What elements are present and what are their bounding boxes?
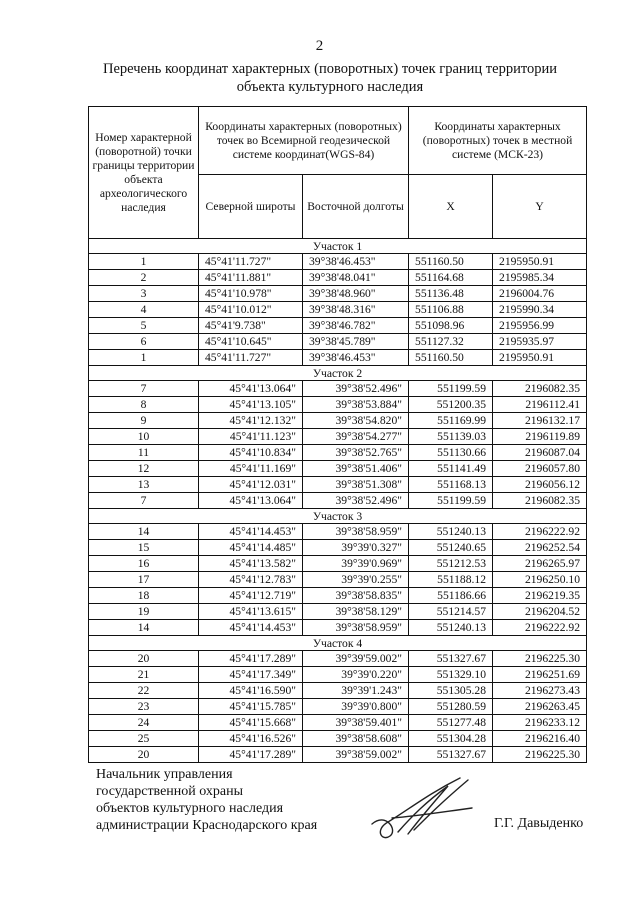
- x-cell: 551127.32: [409, 334, 493, 350]
- point-number-cell: 2: [89, 270, 199, 286]
- y-cell: 2196087.04: [493, 445, 587, 461]
- header-msk23-group: Координаты характерных (поворотных) точек в местной системе (МСК-23): [409, 107, 587, 175]
- signer-position-line-4: администрации Краснодарского края: [96, 818, 318, 833]
- section-title: Участок 2: [89, 366, 587, 381]
- y-cell: 2195990.34: [493, 302, 587, 318]
- point-number-cell: 15: [89, 540, 199, 556]
- y-cell: 2196056.12: [493, 477, 587, 493]
- table-row: [89, 540, 587, 556]
- point-number-cell: 5: [89, 318, 199, 334]
- section-row: [89, 509, 587, 524]
- latitude-cell: 45°41'13.064": [199, 493, 303, 509]
- longitude-cell: 39°38'52.496": [303, 493, 409, 509]
- table-row: [89, 397, 587, 413]
- x-cell: 551160.50: [409, 254, 493, 270]
- section-row: [89, 239, 587, 254]
- x-cell: 551160.50: [409, 350, 493, 366]
- table-row: [89, 493, 587, 509]
- x-cell: 551199.59: [409, 493, 493, 509]
- y-cell: 2196263.45: [493, 699, 587, 715]
- point-number-cell: 6: [89, 334, 199, 350]
- x-cell: 551106.88: [409, 302, 493, 318]
- longitude-cell: 39°39'0.255": [303, 572, 409, 588]
- point-number-cell: 20: [89, 747, 199, 763]
- y-cell: 2196233.12: [493, 715, 587, 731]
- latitude-cell: 45°41'12.031": [199, 477, 303, 493]
- latitude-cell: 45°41'13.615": [199, 604, 303, 620]
- point-number-cell: 20: [89, 651, 199, 667]
- x-cell: 551139.03: [409, 429, 493, 445]
- point-number-cell: 1: [89, 254, 199, 270]
- y-cell: 2196222.92: [493, 620, 587, 636]
- y-cell: 2195935.97: [493, 334, 587, 350]
- header-x: X: [409, 175, 493, 239]
- longitude-cell: 39°38'48.960": [303, 286, 409, 302]
- latitude-cell: 45°41'9.738": [199, 318, 303, 334]
- y-cell: 2196082.35: [493, 493, 587, 509]
- table-row: [89, 445, 587, 461]
- y-cell: 2195985.34: [493, 270, 587, 286]
- y-cell: 2196225.30: [493, 747, 587, 763]
- latitude-cell: 45°41'10.834": [199, 445, 303, 461]
- point-number-cell: 16: [89, 556, 199, 572]
- y-cell: 2196219.35: [493, 588, 587, 604]
- point-number-cell: 10: [89, 429, 199, 445]
- table-row: [89, 683, 587, 699]
- point-number-cell: 7: [89, 381, 199, 397]
- x-cell: 551327.67: [409, 651, 493, 667]
- x-cell: 551277.48: [409, 715, 493, 731]
- longitude-cell: 39°38'45.789": [303, 334, 409, 350]
- point-number-cell: 7: [89, 493, 199, 509]
- longitude-cell: 39°39'0.800": [303, 699, 409, 715]
- latitude-cell: 45°41'11.169": [199, 461, 303, 477]
- x-cell: 551240.65: [409, 540, 493, 556]
- longitude-cell: 39°38'53.884": [303, 397, 409, 413]
- table-row: [89, 731, 587, 747]
- x-cell: 551130.66: [409, 445, 493, 461]
- x-cell: 551164.68: [409, 270, 493, 286]
- coordinates-table: [88, 106, 587, 763]
- x-cell: 551305.28: [409, 683, 493, 699]
- coordinates-table-body: [89, 239, 587, 763]
- y-cell: 2196250.10: [493, 572, 587, 588]
- y-cell: 2195956.99: [493, 318, 587, 334]
- table-row: [89, 334, 587, 350]
- section-row: [89, 366, 587, 381]
- latitude-cell: 45°41'11.727": [199, 254, 303, 270]
- longitude-cell: 39°38'58.959": [303, 620, 409, 636]
- point-number-cell: 24: [89, 715, 199, 731]
- latitude-cell: 45°41'10.978": [199, 286, 303, 302]
- y-cell: 2195950.91: [493, 254, 587, 270]
- y-cell: 2196273.43: [493, 683, 587, 699]
- table-row: [89, 381, 587, 397]
- latitude-cell: 45°41'11.727": [199, 350, 303, 366]
- latitude-cell: 45°41'10.645": [199, 334, 303, 350]
- longitude-cell: 39°38'48.316": [303, 302, 409, 318]
- latitude-cell: 45°41'10.012": [199, 302, 303, 318]
- latitude-cell: 45°41'15.668": [199, 715, 303, 731]
- table-row: [89, 572, 587, 588]
- point-number-cell: 23: [89, 699, 199, 715]
- table-row: [89, 270, 587, 286]
- x-cell: 551168.13: [409, 477, 493, 493]
- header-east-longitude: Восточной долготы: [303, 175, 409, 239]
- longitude-cell: 39°38'51.308": [303, 477, 409, 493]
- table-row: [89, 715, 587, 731]
- y-cell: 2196225.30: [493, 651, 587, 667]
- y-cell: 2196057.80: [493, 461, 587, 477]
- section-title: Участок 1: [89, 239, 587, 254]
- longitude-cell: 39°39'1.243": [303, 683, 409, 699]
- point-number-cell: 18: [89, 588, 199, 604]
- longitude-cell: 39°38'58.959": [303, 524, 409, 540]
- header-north-latitude: Северной широты: [199, 175, 303, 239]
- y-cell: 2196252.54: [493, 540, 587, 556]
- table-row: [89, 747, 587, 763]
- x-cell: 551212.53: [409, 556, 493, 572]
- point-number-cell: 13: [89, 477, 199, 493]
- y-cell: 2196265.97: [493, 556, 587, 572]
- latitude-cell: 45°41'17.289": [199, 747, 303, 763]
- longitude-cell: 39°38'46.453": [303, 254, 409, 270]
- table-row: [89, 477, 587, 493]
- x-cell: 551188.12: [409, 572, 493, 588]
- title-line-1: Перечень координат характерных (поворотных) точек границ территории: [102, 61, 558, 77]
- y-cell: 2196082.35: [493, 381, 587, 397]
- x-cell: 551329.10: [409, 667, 493, 683]
- point-number-cell: 25: [89, 731, 199, 747]
- latitude-cell: 45°41'12.783": [199, 572, 303, 588]
- table-row: [89, 254, 587, 270]
- x-cell: 551280.59: [409, 699, 493, 715]
- longitude-cell: 39°38'59.401": [303, 715, 409, 731]
- latitude-cell: 45°41'12.719": [199, 588, 303, 604]
- x-cell: 551327.67: [409, 747, 493, 763]
- y-cell: 2196119.89: [493, 429, 587, 445]
- header-y: Y: [493, 175, 587, 239]
- title-line-2: объекта культурного наследия: [236, 79, 424, 95]
- longitude-cell: 39°38'52.765": [303, 445, 409, 461]
- signer-position-line-1: Начальник управления: [96, 767, 233, 782]
- section-row: [89, 636, 587, 651]
- signer-name: Г.Г. Давыденко: [494, 816, 584, 831]
- x-cell: 551200.35: [409, 397, 493, 413]
- table-row: [89, 302, 587, 318]
- x-cell: 551214.57: [409, 604, 493, 620]
- signer-position-line-3: объектов культурного наследия: [96, 801, 284, 816]
- y-cell: 2196222.92: [493, 524, 587, 540]
- latitude-cell: 45°41'17.289": [199, 651, 303, 667]
- table-row: [89, 699, 587, 715]
- table-row: [89, 413, 587, 429]
- longitude-cell: 39°38'51.406": [303, 461, 409, 477]
- point-number-cell: 22: [89, 683, 199, 699]
- x-cell: 551098.96: [409, 318, 493, 334]
- latitude-cell: 45°41'14.453": [199, 620, 303, 636]
- table-row: [89, 667, 587, 683]
- y-cell: 2196216.40: [493, 731, 587, 747]
- header-wgs84-group: Координаты характерных (поворотных) точек во Всемирной геодезической системе координат(WGS-84): [199, 107, 409, 175]
- longitude-cell: 39°38'58.129": [303, 604, 409, 620]
- table-row: [89, 620, 587, 636]
- point-number-cell: 14: [89, 524, 199, 540]
- longitude-cell: 39°39'59.002": [303, 651, 409, 667]
- point-number-cell: 17: [89, 572, 199, 588]
- latitude-cell: 45°41'13.582": [199, 556, 303, 572]
- point-number-cell: 4: [89, 302, 199, 318]
- table-row: [89, 651, 587, 667]
- longitude-cell: 39°38'52.496": [303, 381, 409, 397]
- longitude-cell: 39°38'46.453": [303, 350, 409, 366]
- latitude-cell: 45°41'14.485": [199, 540, 303, 556]
- y-cell: 2196112.41: [493, 397, 587, 413]
- x-cell: 551199.59: [409, 381, 493, 397]
- x-cell: 551240.13: [409, 524, 493, 540]
- x-cell: 551240.13: [409, 620, 493, 636]
- document-title: [80, 60, 580, 96]
- table-row: [89, 318, 587, 334]
- longitude-cell: 39°38'58.608": [303, 731, 409, 747]
- section-title: Участок 4: [89, 636, 587, 651]
- longitude-cell: 39°39'0.220": [303, 667, 409, 683]
- table-row: [89, 350, 587, 366]
- x-cell: 551136.48: [409, 286, 493, 302]
- table-row: [89, 556, 587, 572]
- point-number-cell: 3: [89, 286, 199, 302]
- longitude-cell: 39°39'0.969": [303, 556, 409, 572]
- latitude-cell: 45°41'13.064": [199, 381, 303, 397]
- signature-block: [96, 766, 317, 834]
- table-row: [89, 286, 587, 302]
- latitude-cell: 45°41'16.590": [199, 683, 303, 699]
- y-cell: 2196132.17: [493, 413, 587, 429]
- longitude-cell: 39°39'0.327": [303, 540, 409, 556]
- latitude-cell: 45°41'13.105": [199, 397, 303, 413]
- latitude-cell: 45°41'11.881": [199, 270, 303, 286]
- longitude-cell: 39°38'54.277": [303, 429, 409, 445]
- latitude-cell: 45°41'12.132": [199, 413, 303, 429]
- point-number-cell: 8: [89, 397, 199, 413]
- header-point-number: Номер характерной (поворотной) точки границы территории объекта археологического наследия: [89, 107, 199, 239]
- table-row: [89, 604, 587, 620]
- point-number-cell: 1: [89, 350, 199, 366]
- longitude-cell: 39°38'58.835": [303, 588, 409, 604]
- longitude-cell: 39°38'59.002": [303, 747, 409, 763]
- table-row: [89, 429, 587, 445]
- x-cell: 551141.49: [409, 461, 493, 477]
- x-cell: 551169.99: [409, 413, 493, 429]
- longitude-cell: 39°38'54.820": [303, 413, 409, 429]
- table-row: [89, 461, 587, 477]
- longitude-cell: 39°38'46.782": [303, 318, 409, 334]
- table-row: [89, 524, 587, 540]
- point-number-cell: 11: [89, 445, 199, 461]
- point-number-cell: 14: [89, 620, 199, 636]
- x-cell: 551186.66: [409, 588, 493, 604]
- signer-position-line-2: государственной охраны: [96, 784, 244, 799]
- y-cell: 2195950.91: [493, 350, 587, 366]
- x-cell: 551304.28: [409, 731, 493, 747]
- latitude-cell: 45°41'17.349": [199, 667, 303, 683]
- y-cell: 2196004.76: [493, 286, 587, 302]
- point-number-cell: 9: [89, 413, 199, 429]
- table-row: [89, 588, 587, 604]
- y-cell: 2196204.52: [493, 604, 587, 620]
- handwritten-signature: [368, 772, 478, 842]
- section-title: Участок 3: [89, 509, 587, 524]
- latitude-cell: 45°41'16.526": [199, 731, 303, 747]
- longitude-cell: 39°38'48.041": [303, 270, 409, 286]
- latitude-cell: 45°41'14.453": [199, 524, 303, 540]
- point-number-cell: 19: [89, 604, 199, 620]
- point-number-cell: 21: [89, 667, 199, 683]
- point-number-cell: 12: [89, 461, 199, 477]
- page-number: 2: [315, 38, 324, 54]
- latitude-cell: 45°41'11.123": [199, 429, 303, 445]
- y-cell: 2196251.69: [493, 667, 587, 683]
- latitude-cell: 45°41'15.785": [199, 699, 303, 715]
